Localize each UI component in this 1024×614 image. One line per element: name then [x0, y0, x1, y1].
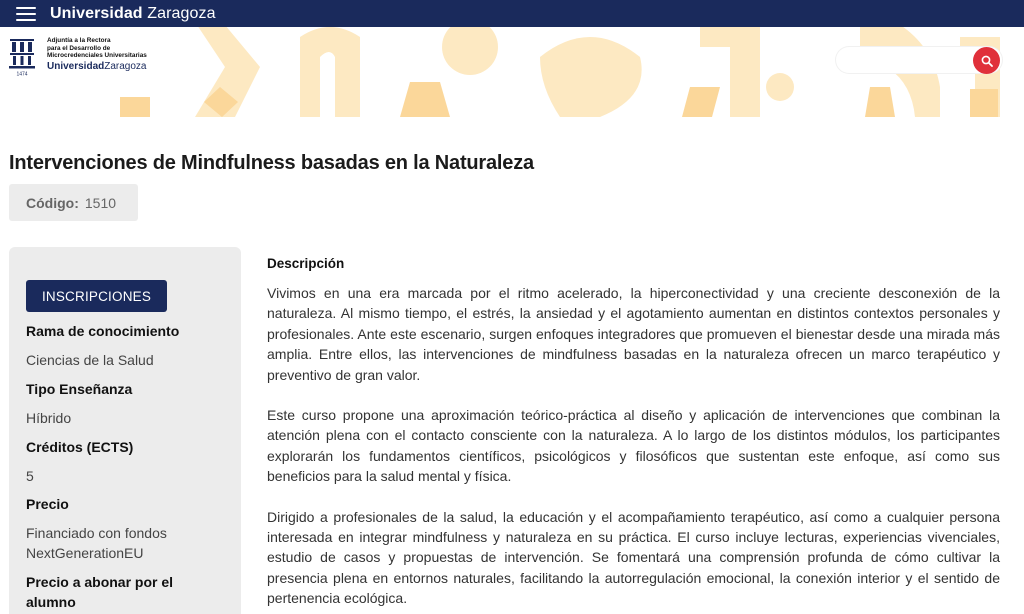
sidebar-value: Híbrido	[26, 410, 72, 426]
logo-text	[47, 37, 147, 73]
course-code-value: 1510	[84, 194, 117, 211]
sidebar-label: Precio	[26, 496, 69, 512]
logo-line: Adjuntía a la Rectora	[47, 37, 111, 44]
logo-line: para el Desarrollo de	[47, 44, 111, 52]
description-paragraph: Este curso propone una aproximación teórico-práctica al diseño y aplicación de intervenciones que combinan la atención plena con el contacto consciente con la naturaleza. A lo largo de los distintos módulos, los participantes explorarán los fundamentos científicos, psicológicos y filosóficos que sustentan este enfoque, así como sus beneficios para la salud mental y física.	[267, 407, 1000, 485]
sidebar-value: 5	[26, 468, 34, 484]
sidebar-value: Ciencias de la Salud	[26, 352, 154, 368]
institution-logo[interactable]	[8, 37, 147, 77]
hamburger-line	[16, 7, 36, 9]
search-icon	[981, 55, 993, 67]
site-header	[0, 27, 1024, 117]
sidebar-item-creditos	[26, 437, 226, 486]
crest-year: 1474	[16, 71, 28, 77]
section-title: Descripción	[267, 256, 345, 271]
sidebar-item-precio	[26, 494, 226, 563]
brand-bold: Universidad	[50, 4, 143, 22]
description-paragraph: Dirigido a profesionales de la salud, la educación y el acompañamiento terapéutico, así como a cualquier persona interesada en integrar mindfulness y naturaleza en su práctica. El curso incluye lecturas, experiencias vivenciales, estudio de casos y propuestas de intervención. Se fomentará una comprensión profunda de cómo cultivar la presencia plena en entornos naturales, facilitando la autorregulación emocional, la conexión interior y el sentido de pertenencia ecológica.	[267, 508, 1000, 607]
logo-uni-light: Zaragoza	[104, 60, 147, 72]
brand-link[interactable]	[50, 5, 216, 23]
page-title: Intervenciones de Mindfulness basadas en la Naturaleza	[9, 152, 534, 174]
course-description	[267, 256, 1000, 614]
sidebar-label: Rama de conocimiento	[26, 323, 180, 339]
course-code-badge	[9, 184, 138, 221]
description-paragraph: Vivimos en una era marcada por el ritmo acelerado, la hiperconectividad y una creciente desconexión de la naturaleza. Al mismo tiempo, el estrés, la ansiedad y el agotamiento aumentan en distintos contextos personales y profesionales. Ante este escenario, surgen enfoques integradores que promueven el bienestar desde una mirada más amplia. Entre ellos, las intervenciones de mindfulness basadas en la naturaleza ofrecen un marco terapéutico y preventivo de gran valor.	[267, 285, 1000, 383]
brand-light: Zaragoza	[147, 4, 216, 22]
top-bar	[0, 0, 1024, 27]
sidebar-label: Créditos (ECTS)	[26, 439, 134, 455]
sidebar-label: Precio a abonar por el alumno	[26, 574, 174, 610]
search-button[interactable]	[973, 47, 1000, 74]
search-input[interactable]	[842, 50, 968, 70]
sidebar-label: Tipo Enseñanza	[26, 381, 133, 397]
course-info-sidebar	[9, 247, 241, 614]
sidebar-item-rama	[26, 321, 226, 370]
course-code-label: Código:	[26, 194, 79, 211]
logo-uni-bold: Universidad	[47, 60, 105, 72]
sidebar-item-precio-alumno	[26, 572, 196, 612]
sidebar-value: Financiado con fondos NextGenerationEU	[26, 525, 167, 561]
logo-line: Microcredenciales Universitarias	[47, 52, 147, 60]
hamburger-line	[16, 19, 36, 21]
inscripciones-button[interactable]: INSCRIPCIONES	[26, 280, 167, 312]
logo-university	[47, 61, 147, 73]
university-crest-icon	[8, 37, 36, 77]
hamburger-icon[interactable]	[16, 7, 36, 21]
sidebar-item-tipo	[26, 379, 226, 428]
hamburger-line	[16, 13, 36, 15]
